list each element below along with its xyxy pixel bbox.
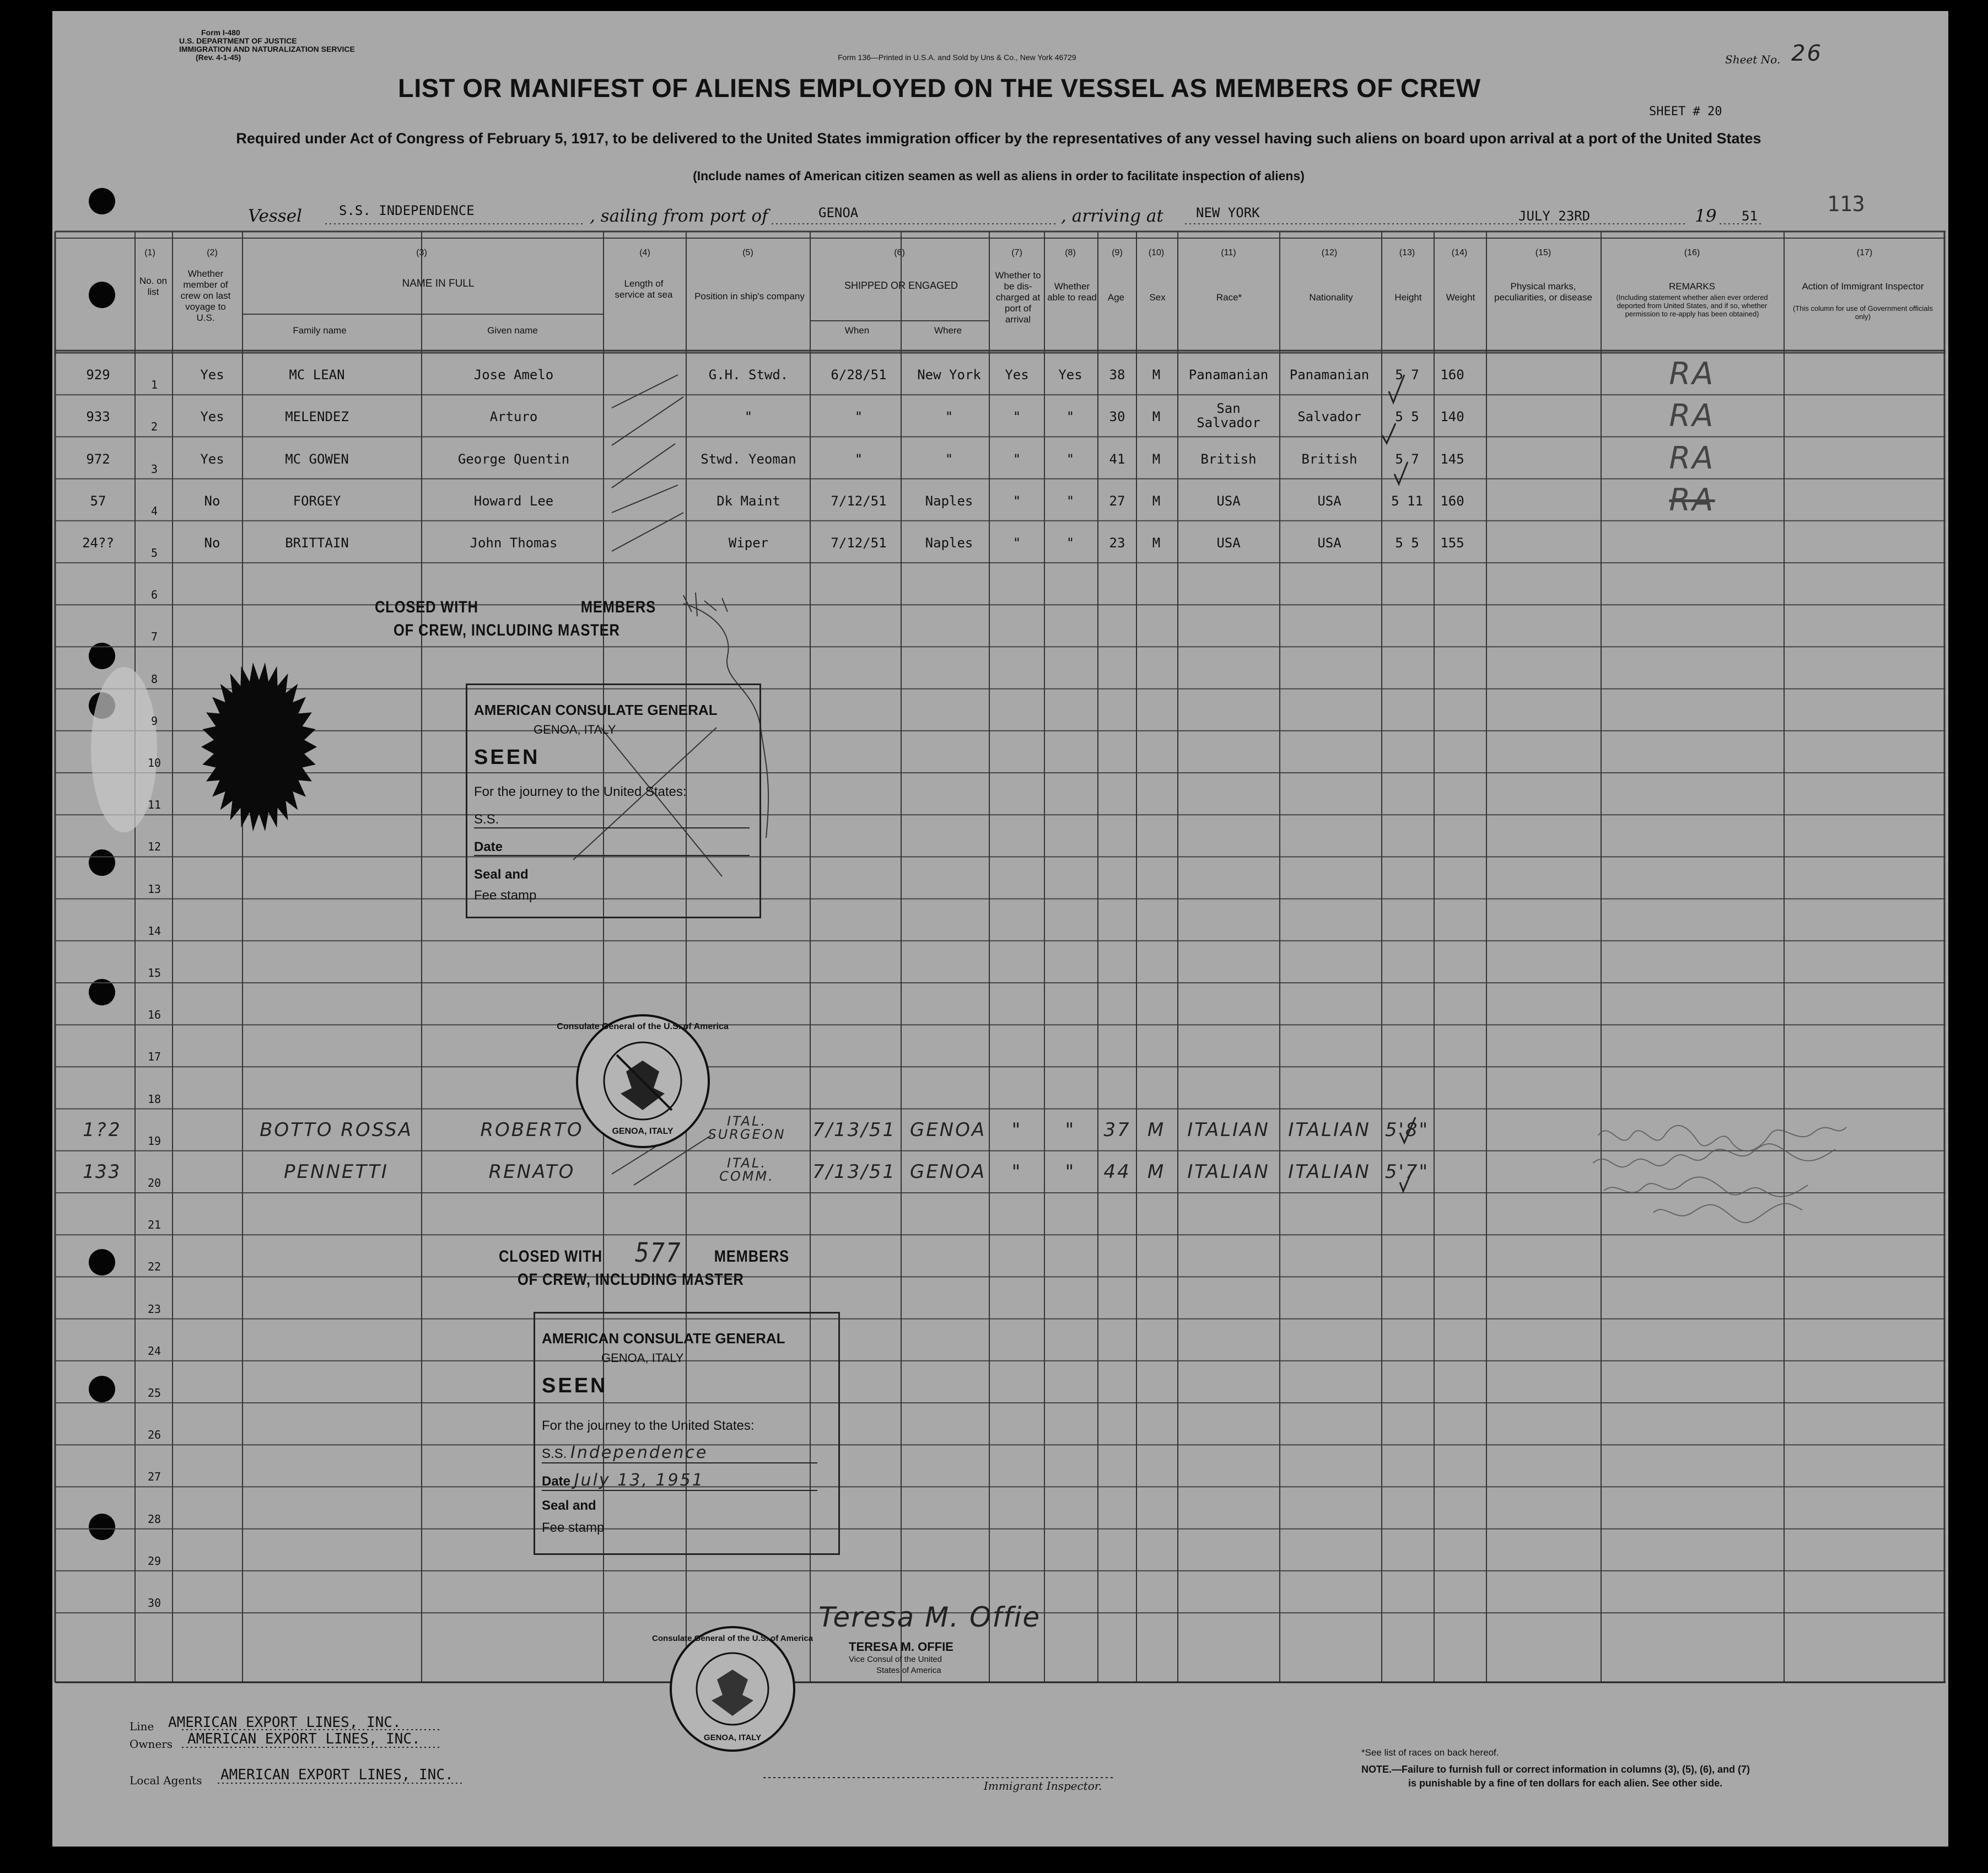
column-number: (16) <box>1684 248 1700 257</box>
nationality-cell: Salvador <box>1297 409 1361 425</box>
black-seal <box>201 663 317 831</box>
consulate-stamp-1-title: AMERICAN CONSULATE GENERAL <box>474 702 718 718</box>
column-number: (17) <box>1856 248 1873 257</box>
family-name-cell: PENNETTI <box>284 1160 389 1183</box>
family-name-cell: BOTTO ROSSA <box>260 1118 413 1141</box>
column-number: (1) <box>144 248 155 257</box>
row-number: 5 <box>150 546 158 559</box>
given-name-cell: RENATO <box>488 1160 575 1183</box>
given-name-cell: ROBERTO <box>480 1118 584 1141</box>
column-number: (9) <box>1112 248 1123 257</box>
closed-stamp-1-members: MEMBERS <box>580 598 656 616</box>
discharged-cell: " <box>1012 409 1021 425</box>
closed-stamp-2-line2: OF CREW, INCLUDING MASTER <box>518 1271 744 1289</box>
height-cell: 5'8" <box>1384 1118 1430 1141</box>
header-discharged: Whether to be dis-charged at port of arrival <box>995 270 1041 325</box>
remarks-cell: RA <box>1669 440 1715 476</box>
header-physical: Physical marks, peculiarities, or disease <box>1494 281 1592 303</box>
consulate-stamp-2-fee: Fee stamp <box>542 1520 605 1535</box>
read-cell: Yes <box>1058 367 1082 383</box>
margin-number: 133 <box>82 1160 122 1183</box>
margin-note-scribble <box>1587 1113 1962 1224</box>
sheet-stamp: SHEET # 20 <box>1649 105 1722 119</box>
row-number: 17 <box>147 1050 161 1064</box>
read-cell: " <box>1066 535 1075 551</box>
shipped-where-cell: Naples <box>925 535 973 551</box>
race-cell: USA <box>1216 535 1241 551</box>
consulate-stamp-2 <box>534 1312 840 1555</box>
closed-stamp-1 <box>375 598 656 640</box>
header-age: Age <box>1107 292 1125 303</box>
sheet-label: Sheet No. <box>1725 53 1781 66</box>
weight-cell: 160 <box>1440 493 1464 509</box>
read-cell: " <box>1065 1118 1076 1141</box>
header-height: Height <box>1394 292 1422 303</box>
department: U.S. DEPARTMENT OF JUSTICE <box>179 36 297 45</box>
given-name-cell: Jose Amelo <box>473 367 554 383</box>
row-number: 4 <box>150 504 158 518</box>
row-number: 21 <box>147 1218 161 1232</box>
shipped-when-cell: 7/12/51 <box>831 535 887 551</box>
consulate-stamp-2-title: AMERICAN CONSULATE GENERAL <box>542 1330 785 1347</box>
row-number: 3 <box>150 462 158 476</box>
form-subtitle: Required under Act of Congress of February 5, 1917, to be delivered to the United States immigration officer by the representatives of any vessel having such aliens on board upon arrival at a port of the United States <box>236 130 1761 147</box>
margin-number: 1?2 <box>82 1118 122 1141</box>
shipped-when-cell: 7/13/51 <box>812 1118 897 1141</box>
header-position: Position in ship's company <box>694 291 805 302</box>
header-when: When <box>844 325 870 336</box>
header-no-on-list: No. on list <box>139 276 168 297</box>
consulate-stamp-1-ss <box>474 812 750 828</box>
row-number: 14 <box>147 924 161 938</box>
header-nationality: Nationality <box>1309 292 1353 303</box>
shipped-when-cell: " <box>854 409 863 425</box>
family-name-cell: MC LEAN <box>289 367 345 383</box>
footer-note: NOTE.—Failure to furnish full or correct information in columns (3), (5), (6), and (7) <box>1361 1764 1750 1775</box>
header-length-service: Length of service at sea <box>615 278 673 300</box>
footer-owners-label: Owners <box>130 1737 173 1751</box>
row-number: 16 <box>147 1008 161 1022</box>
sex-cell: M <box>1152 409 1161 425</box>
header-weight: Weight <box>1446 292 1475 303</box>
sex-cell: M <box>1152 451 1161 467</box>
age-cell: 44 <box>1103 1160 1131 1183</box>
shipped-when-cell: 7/12/51 <box>831 493 887 509</box>
nationality-cell: ITALIAN <box>1288 1118 1371 1141</box>
closed-stamp-2-count: 577 <box>634 1237 682 1268</box>
consulate-stamp-1-journey: For the journey to the United States: <box>474 784 687 799</box>
row-number: 30 <box>147 1596 161 1610</box>
row-number: 1 <box>150 378 158 392</box>
eagle-emblem-icon-2 <box>672 1628 793 1750</box>
column-number: (6) <box>894 248 905 257</box>
weight-cell: 140 <box>1440 409 1464 425</box>
nationality-cell: British <box>1301 451 1357 467</box>
given-name-cell: George Quentin <box>457 451 570 467</box>
footer-agents-label: Local Agents <box>130 1774 202 1787</box>
consul-signature: Teresa M. Offie <box>818 1601 1041 1633</box>
race-cell: British <box>1200 451 1257 467</box>
header-read: Whether able to read <box>1047 281 1097 303</box>
seal-1-ring-text: Consulate General of the U.S. of America <box>557 1022 729 1031</box>
weight-cell: 160 <box>1440 367 1464 383</box>
discharged-cell: Yes <box>1005 367 1029 383</box>
page-number: 113 <box>1827 192 1865 216</box>
revision: (Rev. 4-1-45) <box>196 53 241 62</box>
family-name-cell: MC GOWEN <box>285 451 349 467</box>
last-voyage-cell: Yes <box>200 367 224 383</box>
consulate-stamp-1-date-label: Date <box>474 839 503 854</box>
shipped-when-cell: 7/13/51 <box>812 1160 897 1183</box>
consulate-stamp-2-city: GENOA, ITALY <box>601 1351 684 1365</box>
column-number: (10) <box>1148 248 1165 257</box>
footer-line: AMERICAN EXPORT LINES, INC. <box>168 1714 401 1731</box>
row-number: 8 <box>150 672 158 686</box>
row-number: 13 <box>147 882 161 896</box>
arrival-date: JULY 23RD <box>1518 208 1591 224</box>
closed-stamp-2-line1: CLOSED WITH <box>499 1247 602 1266</box>
header-action-note: (This column for use of Government officials only) <box>1792 304 1933 321</box>
vessel-name: S.S. INDEPENDENCE <box>339 203 475 218</box>
consulate-seal-1 <box>557 1014 729 1148</box>
consulate-stamp-2-seal: Seal and <box>542 1498 596 1513</box>
header-race: Race* <box>1216 292 1242 303</box>
read-cell: " <box>1065 1160 1076 1183</box>
column-number: (12) <box>1321 248 1338 257</box>
closed-stamp-2-members: MEMBERS <box>714 1247 790 1266</box>
closed-stamp-1-line1: CLOSED WITH <box>375 598 478 616</box>
consulate-stamp-1-city: GENOA, ITALY <box>534 723 616 736</box>
consulate-stamp-1-date <box>474 839 750 856</box>
header-family-name: Family name <box>293 325 347 336</box>
nationality-cell: Panamanian <box>1289 367 1370 383</box>
header-last-voyage: Whether member of crew on last voyage to U.S. <box>180 268 231 323</box>
read-cell: " <box>1066 451 1075 467</box>
nationality-cell: ITALIAN <box>1288 1160 1371 1183</box>
margin-number: 24?? <box>82 535 114 551</box>
race-cell: Panamanian <box>1188 367 1269 383</box>
discharged-cell: " <box>1012 493 1021 509</box>
last-voyage-cell: Yes <box>200 409 224 425</box>
sheet-number: 26 <box>1791 41 1823 66</box>
shipped-where-cell: Naples <box>925 493 973 509</box>
form-number: Form I-480 <box>201 28 240 37</box>
footer-agents: AMERICAN EXPORT LINES, INC. <box>220 1767 454 1783</box>
consul-title-2: States of America <box>876 1666 941 1675</box>
closed-stamp-1-line2: OF CREW, INCLUDING MASTER <box>394 621 620 639</box>
position-cell: Wiper <box>728 535 769 551</box>
row-number: 15 <box>147 966 161 979</box>
column-number: (15) <box>1535 248 1551 257</box>
row-number: 25 <box>147 1386 161 1400</box>
consulate-stamp-2-ss-value: Independence <box>570 1443 708 1462</box>
position-cell: ITAL. COMM. <box>719 1155 774 1184</box>
header-action: Action of Immigrant Inspector <box>1802 281 1924 292</box>
position-cell: ITAL. SURGEON <box>708 1113 786 1142</box>
row-number: 29 <box>147 1554 161 1568</box>
consulate-stamp-1-fee: Fee stamp <box>474 888 537 903</box>
margin-number: 57 <box>90 493 106 509</box>
family-name-cell: BRITTAIN <box>285 535 349 551</box>
consulate-stamp-2-ss <box>542 1443 817 1463</box>
age-cell: 38 <box>1109 367 1125 383</box>
last-voyage-cell: Yes <box>200 451 224 467</box>
height-cell: 5 7 <box>1395 451 1419 467</box>
closed-stamp-2 <box>499 1237 789 1289</box>
nationality-cell: USA <box>1317 535 1342 551</box>
margin-number: 972 <box>86 451 110 467</box>
footer-races-note: *See list of races on back hereof. <box>1361 1747 1499 1758</box>
consul-name: TERESA M. OFFIE <box>849 1640 953 1654</box>
footer-owners: AMERICAN EXPORT LINES, INC. <box>187 1731 421 1747</box>
discharged-cell: " <box>1011 1160 1022 1183</box>
column-number: (8) <box>1065 248 1076 257</box>
weight-cell: 155 <box>1440 535 1464 551</box>
consulate-stamp-2-date-label: Date <box>542 1474 571 1489</box>
age-cell: 23 <box>1109 535 1125 551</box>
race-cell: ITALIAN <box>1187 1118 1270 1141</box>
row-number: 20 <box>147 1176 161 1190</box>
row-number: 2 <box>150 420 158 434</box>
service: IMMIGRATION AND NATURALIZATION SERVICE <box>179 45 355 53</box>
family-name-cell: MELENDEZ <box>285 409 349 425</box>
column-number: (11) <box>1221 248 1236 257</box>
footer-line-label: Line <box>130 1720 154 1733</box>
margin-number: 929 <box>86 367 110 383</box>
shipped-where-cell: " <box>945 451 953 467</box>
row-number: 24 <box>147 1344 161 1358</box>
consulate-stamp-2-date-value: July 13, 1951 <box>574 1471 704 1490</box>
header-remarks: REMARKS <box>1668 281 1716 292</box>
footer-inspector-label: Immigrant Inspector. <box>984 1779 1102 1793</box>
position-cell: Dk Maint <box>716 493 780 509</box>
column-number: (14) <box>1451 248 1468 257</box>
position-cell: Stwd. Yeoman <box>701 451 796 467</box>
consulate-stamp-2-ss-label: S.S. <box>542 1446 567 1461</box>
sex-cell: M <box>1152 493 1161 509</box>
remarks-cell: RA <box>1669 398 1715 434</box>
sex-cell: M <box>1152 535 1161 551</box>
consulate-stamp-1 <box>466 683 761 918</box>
form-subnote: (Include names of American citizen seamen as well as aliens in order to facilitate inspection of aliens) <box>693 169 1305 183</box>
height-cell: 5 7 <box>1395 367 1419 383</box>
shipped-where-cell: " <box>945 409 953 425</box>
race-cell: San Salvador <box>1197 401 1260 431</box>
row-number: 11 <box>147 798 161 812</box>
year-value: 51 <box>1742 208 1758 224</box>
consulate-stamp-2-journey: For the journey to the United States: <box>542 1418 755 1433</box>
arrival-port: NEW YORK <box>1196 205 1260 220</box>
margin-number: 933 <box>86 409 110 425</box>
column-number: (3) <box>416 248 427 257</box>
footer-note-2: is punishable by a fine of ten dollars for each alien. See other side. <box>1408 1778 1723 1789</box>
shipped-where-cell: GENOA <box>909 1118 987 1141</box>
row-number: 26 <box>147 1428 161 1442</box>
vessel-label: Vessel <box>248 206 302 226</box>
last-voyage-cell: No <box>204 493 220 509</box>
shipped-when-cell: 6/28/51 <box>831 367 887 383</box>
position-cell: G.H. Stwd. <box>708 367 789 383</box>
last-voyage-cell: No <box>204 535 220 551</box>
remarks-cell: RA <box>1669 482 1715 518</box>
consulate-stamp-2-seen: SEEN <box>542 1374 608 1397</box>
row-number: 19 <box>147 1134 161 1148</box>
weight-cell: 145 <box>1440 451 1464 467</box>
nationality-cell: USA <box>1317 493 1342 509</box>
header-given-name: Given name <box>487 325 538 336</box>
discharged-cell: " <box>1011 1118 1022 1141</box>
seal-2-city: GENOA, ITALY <box>703 1733 762 1742</box>
race-cell: USA <box>1216 493 1241 509</box>
column-number: (4) <box>639 248 650 257</box>
consul-title-1: Vice Consul of the United <box>849 1655 942 1664</box>
year-label: 19 <box>1695 206 1717 226</box>
column-number: (5) <box>742 248 753 257</box>
seal-1-city: GENOA, ITALY <box>612 1127 674 1136</box>
discharged-cell: " <box>1012 451 1021 467</box>
arriving-label: , arriving at <box>1061 206 1163 226</box>
row-number: 18 <box>147 1092 161 1106</box>
given-name-cell: Howard Lee <box>473 493 554 509</box>
race-cell: ITALIAN <box>1187 1160 1270 1183</box>
row-number: 10 <box>147 756 161 769</box>
sex-cell: M <box>1152 367 1161 383</box>
column-number: (7) <box>1011 248 1022 257</box>
shipped-where-cell: New York <box>917 367 981 383</box>
consulate-seal-2 <box>651 1626 813 1752</box>
family-name-cell: FORGEY <box>293 493 341 509</box>
sex-cell: M <box>1147 1118 1166 1141</box>
consulate-stamp-1-seen: SEEN <box>474 746 540 769</box>
height-cell: 5 5 <box>1395 535 1419 551</box>
shipped-where-cell: GENOA <box>909 1160 987 1183</box>
row-number: 28 <box>147 1512 161 1526</box>
row-number: 22 <box>147 1260 161 1274</box>
age-cell: 37 <box>1103 1118 1131 1141</box>
height-cell: 5'7" <box>1384 1160 1430 1183</box>
page-title: LIST OR MANIFEST OF ALIENS EMPLOYED ON THE VESSEL AS MEMBERS OF CREW <box>398 73 1481 103</box>
age-cell: 41 <box>1109 451 1125 467</box>
row-number: 7 <box>150 630 158 644</box>
row-number: 27 <box>147 1470 161 1484</box>
consulate-stamp-1-seal: Seal and <box>474 867 529 882</box>
given-name-cell: John Thomas <box>470 535 558 551</box>
age-cell: 30 <box>1109 409 1125 425</box>
given-name-cell: Arturo <box>489 409 538 425</box>
remarks-cell: RA <box>1669 356 1715 392</box>
row-number: 23 <box>147 1302 161 1316</box>
column-number: (13) <box>1399 248 1415 257</box>
height-cell: 5 5 <box>1395 409 1419 425</box>
header-where: Where <box>934 325 962 336</box>
consulate-stamp-1-ss-label: S.S. <box>474 812 499 827</box>
read-cell: " <box>1066 409 1075 425</box>
age-cell: 27 <box>1109 493 1125 509</box>
shipped-when-cell: " <box>854 451 863 467</box>
header-sex: Sex <box>1149 292 1166 303</box>
seal-2-ring-text: Consulate General of the U.S. of America <box>651 1634 813 1643</box>
row-number: 9 <box>150 714 158 728</box>
discharged-cell: " <box>1012 535 1021 551</box>
header-shipped: SHIPPED OR ENGAGED <box>844 280 958 291</box>
row-number: 12 <box>147 840 161 854</box>
column-number: (2) <box>207 248 218 257</box>
sailing-label: , sailing from port of <box>590 206 768 226</box>
sex-cell: M <box>1147 1160 1166 1183</box>
position-cell: " <box>744 409 753 425</box>
read-cell: " <box>1066 493 1075 509</box>
consulate-stamp-2-date <box>542 1471 817 1491</box>
departure-port: GENOA <box>818 205 859 220</box>
header-remarks-note: (Including statement whether alien ever ordered deported from United States, and if so, whether permission to re-apply has been obtained) <box>1616 293 1768 318</box>
printer-line: Form 136—Printed in U.S.A. and Sold by Uns & Co., New York 46729 <box>838 53 1076 62</box>
row-number: 6 <box>150 588 158 602</box>
height-cell: 5 11 <box>1391 493 1423 509</box>
header-name-in-full: NAME IN FULL <box>402 278 475 289</box>
